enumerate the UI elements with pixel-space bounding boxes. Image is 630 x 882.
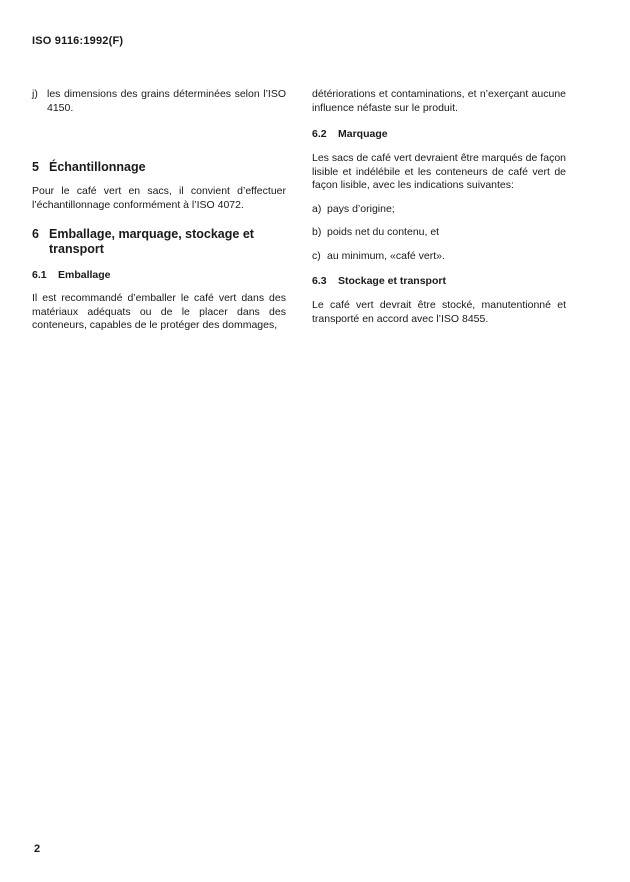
section-5-paragraph: Pour le café vert en sacs, il convient d’effectuer l’échantillonnage conformément à l’ISO 4072. bbox=[32, 185, 286, 211]
list-item-text: les dimensions des grains déterminées selon l’ISO 4150. bbox=[47, 88, 286, 114]
list-item-c bbox=[312, 250, 566, 264]
list-marker: b) bbox=[312, 226, 322, 238]
subsection-title: Emballage bbox=[58, 269, 111, 281]
subsection-number: 6.2 bbox=[312, 128, 327, 140]
continuation-paragraph: détériorations et contaminations, et n’exerçant aucune influence néfaste sur le produit. bbox=[312, 88, 566, 114]
list-item-text: pays d’origine; bbox=[327, 202, 395, 215]
section-6-1-paragraph: Il est recommandé d’emballer le café vert dans des matériaux adéquats ou de le placer dans des conteneurs, capables de le protéger des dommages, bbox=[32, 292, 286, 331]
subsection-number: 6.1 bbox=[32, 269, 47, 281]
right-column bbox=[312, 88, 566, 326]
list-item-text: au minimum, «café vert». bbox=[327, 249, 445, 262]
document-id: ISO 9116:1992(F) bbox=[32, 35, 124, 47]
list-item-b bbox=[312, 226, 566, 240]
list-marker: j) bbox=[32, 88, 38, 100]
section-5-heading bbox=[32, 160, 286, 175]
section-number: 6 bbox=[32, 227, 39, 241]
section-6-3-paragraph: Le café vert devrait être stocké, manutentionné et transporté en accord avec l’ISO 8455. bbox=[312, 299, 566, 325]
subsection-title: Stockage et transport bbox=[338, 275, 446, 287]
left-column bbox=[32, 88, 286, 333]
list-marker: a) bbox=[312, 202, 322, 215]
section-title: Échantillonnage bbox=[49, 160, 146, 174]
subsection-number: 6.3 bbox=[312, 275, 327, 287]
list-marker: c) bbox=[312, 249, 321, 262]
list-item-text: poids net du contenu, et bbox=[327, 226, 440, 238]
section-title: Emballage, marquage, stockage et transport bbox=[49, 227, 254, 256]
section-number: 5 bbox=[32, 160, 39, 174]
section-6-2-heading bbox=[312, 128, 566, 141]
section-6-1-heading bbox=[32, 269, 286, 282]
section-6-3-heading bbox=[312, 275, 566, 288]
section-6-heading bbox=[32, 227, 286, 257]
subsection-title: Marquage bbox=[338, 128, 388, 140]
section-6-2-paragraph: Les sacs de café vert devraient être marqués de façon lisible et indélébile et les conteneurs de café vert de façon lisible, avec les indications suivantes: bbox=[312, 152, 566, 191]
list-item-j bbox=[32, 88, 286, 115]
page-number: 2 bbox=[34, 843, 41, 855]
list-item-a bbox=[312, 203, 566, 217]
